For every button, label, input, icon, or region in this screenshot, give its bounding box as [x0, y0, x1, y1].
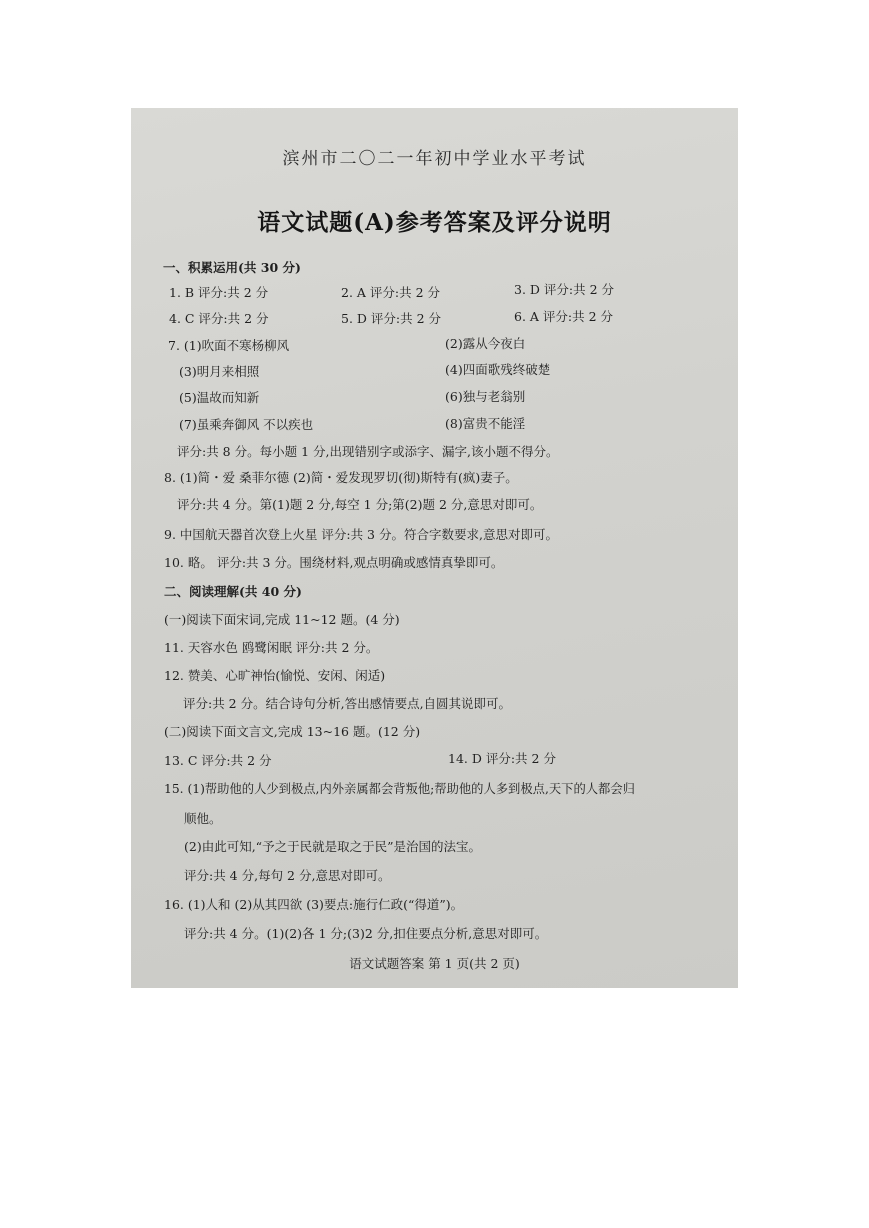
reading-part2-title: (二)阅读下面文言文,完成 13~16 题。(12 分) [164, 724, 421, 739]
score-q12: 评分:共 2 分。结合诗句分析,答出感情要点,自圆其说即可。 [183, 696, 512, 711]
answer-q5: 5. D 评分:共 2 分 [341, 311, 442, 326]
score-q16: 评分:共 4 分。(1)(2)各 1 分;(3)2 分,扣住要点分析,意思对即可。 [184, 926, 548, 941]
answer-q9: 9. 中国航天器首次登上火星 评分:共 3 分。符合字数要求,意思对即可。 [164, 527, 558, 542]
answer-q15-1-continued: 顺他。 [184, 811, 222, 826]
answer-q3: 3. D 评分:共 2 分 [514, 282, 615, 297]
document-title: 语文试题(A)参考答案及评分说明 [257, 209, 612, 236]
answer-q7-2: (2)露从今夜白 [445, 336, 526, 351]
answer-q7-1: 7. (1)吹面不寒杨柳风 [168, 338, 290, 353]
answer-q7-4: (4)四面歌残终破楚 [445, 362, 551, 377]
exam-name: 滨州市二〇二一年初中学业水平考试 [282, 149, 587, 169]
answer-q1: 1. B 评分:共 2 分 [169, 285, 269, 300]
answer-q7-8: (8)富贵不能淫 [445, 416, 526, 431]
answer-q4: 4. C 评分:共 2 分 [169, 311, 269, 326]
answer-q7-7: (7)虽乘奔御风 不以疾也 [179, 417, 314, 432]
answer-q15-2: (2)由此可知,“予之于民就是取之于民”是治国的法宝。 [184, 839, 481, 854]
answer-q7-3: (3)明月来相照 [179, 364, 260, 379]
document-photo [131, 108, 738, 988]
score-q7: 评分:共 8 分。每小题 1 分,出现错别字或添字、漏字,该小题不得分。 [177, 444, 559, 459]
answer-q11: 11. 天容水色 鸥鹭闲眠 评分:共 2 分。 [164, 640, 379, 655]
page-footer: 语文试题答案 第 1 页(共 2 页) [349, 956, 520, 971]
score-q8: 评分:共 4 分。第(1)题 2 分,每空 1 分;第(2)题 2 分,意思对即可。 [177, 497, 543, 512]
score-q15: 评分:共 4 分,每句 2 分,意思对即可。 [184, 868, 391, 883]
answer-q2: 2. A 评分:共 2 分 [341, 285, 441, 300]
answer-q16: 16. (1)人和 (2)从其四欲 (3)要点:施行仁政(“得道”)。 [164, 897, 464, 912]
answer-q14: 14. D 评分:共 2 分 [448, 751, 556, 766]
reading-part1-title: (一)阅读下面宋词,完成 11~12 题。(4 分) [164, 612, 400, 627]
answer-q10: 10. 略。 评分:共 3 分。围绕材料,观点明确或感情真挚即可。 [164, 555, 504, 570]
answer-q6: 6. A 评分:共 2 分 [514, 309, 614, 324]
section1-heading: 一、积累运用(共 30 分) [163, 260, 301, 275]
answer-q12: 12. 赞美、心旷神怡(愉悦、安闲、闲适) [164, 668, 386, 683]
answer-q7-5: (5)温故而知新 [179, 390, 260, 405]
answer-q7-6: (6)独与老翁别 [445, 389, 526, 404]
answer-q8: 8. (1)简・爱 桑菲尔德 (2)简・爱发现罗切(彻)斯特有(疯)妻子。 [164, 470, 518, 485]
answer-q13: 13. C 评分:共 2 分 [164, 753, 272, 768]
section2-heading: 二、阅读理解(共 40 分) [164, 584, 302, 599]
answer-q15-1: 15. (1)帮助他的人少到极点,内外亲属都会背叛他;帮助他的人多到极点,天下的人都会归 [164, 782, 635, 796]
